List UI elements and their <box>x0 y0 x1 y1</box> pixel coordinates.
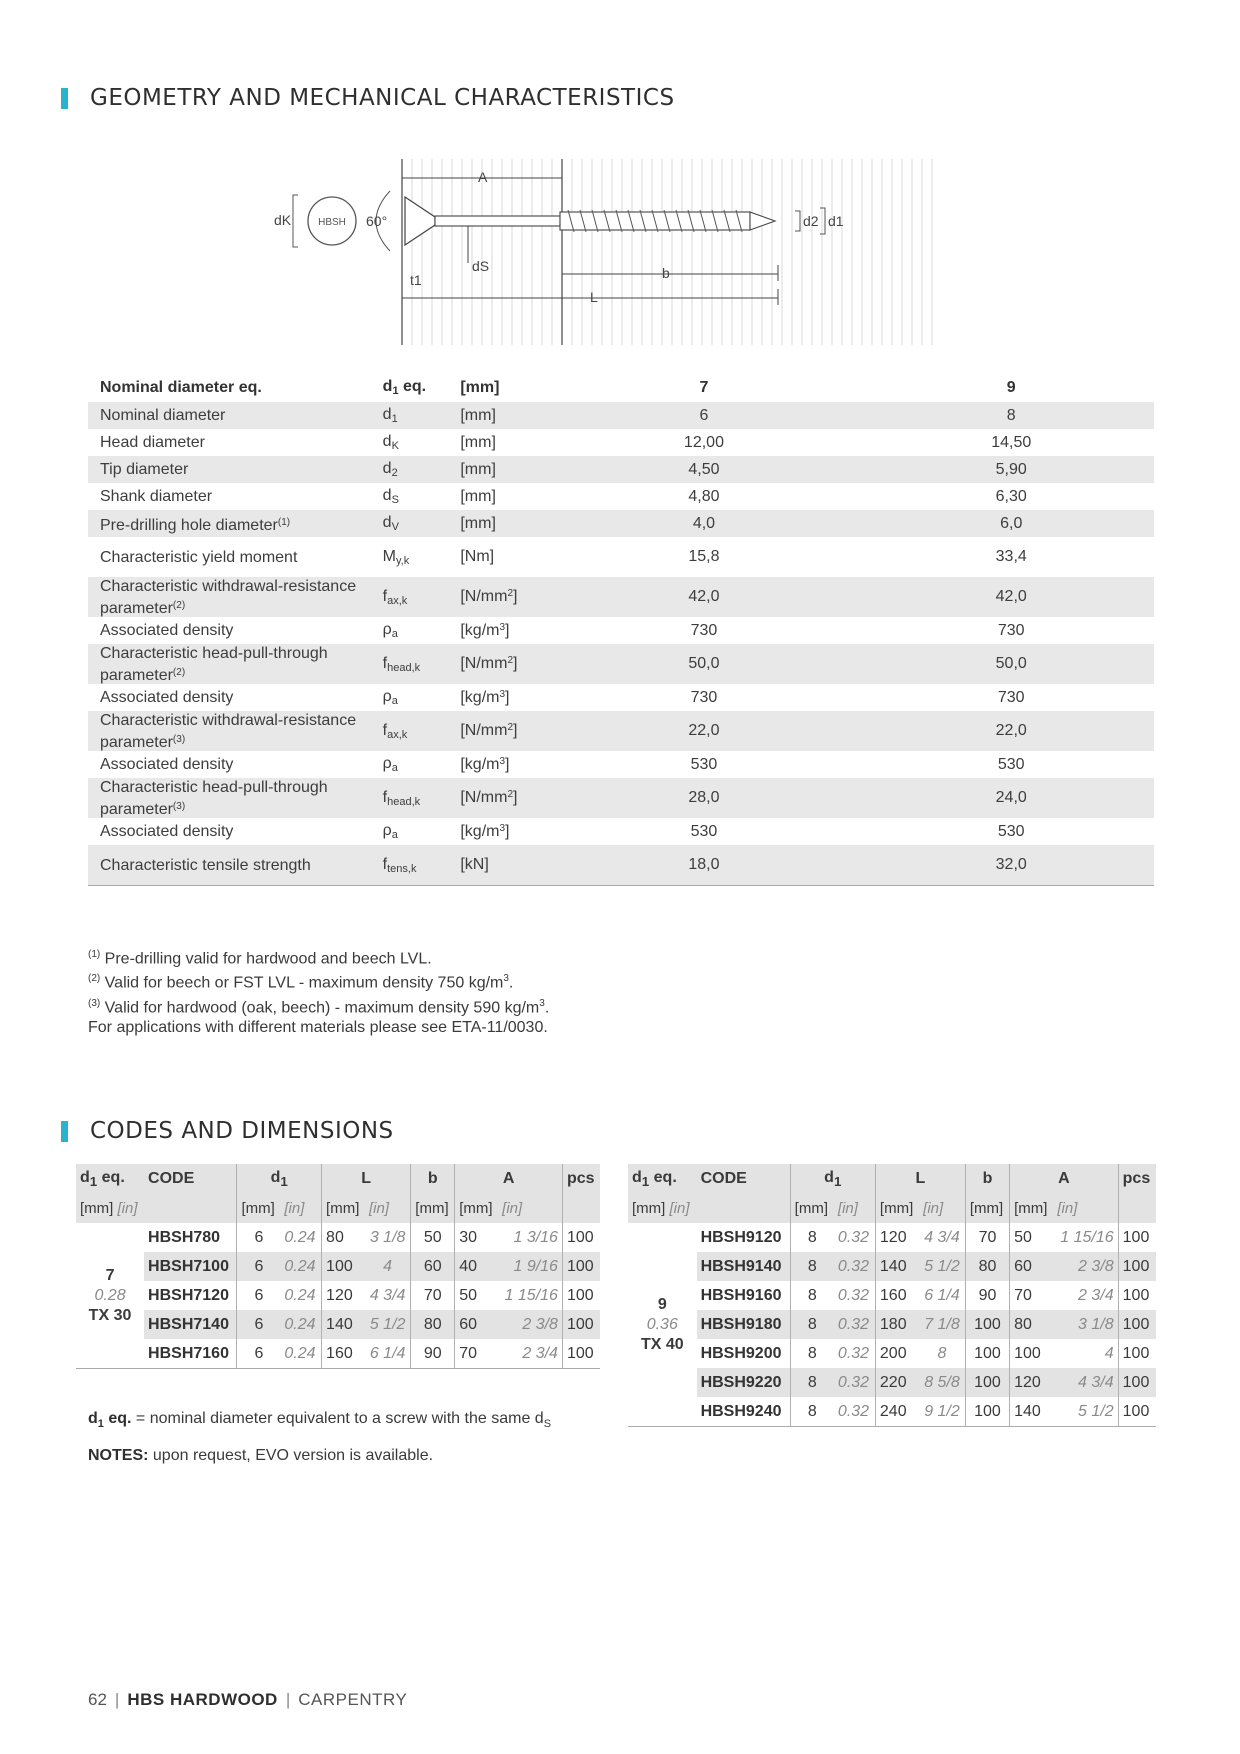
b-mm: 70 <box>965 1223 1009 1252</box>
label-a: A <box>478 169 488 185</box>
d1-mm: 8 <box>790 1223 834 1252</box>
b-mm: 100 <box>965 1397 1009 1427</box>
mech-row <box>88 510 1154 537</box>
mech-row-unit: [mm] <box>460 433 496 451</box>
table-row <box>628 1281 1156 1310</box>
mech-header-row <box>88 373 1154 402</box>
label-d1: d1 <box>828 213 844 229</box>
l-in: 7 1/8 <box>924 1315 960 1333</box>
l-in: 9 1/2 <box>919 1397 965 1427</box>
d1-in: 0.24 <box>284 1257 316 1275</box>
table-row <box>628 1223 1156 1252</box>
mech-row <box>88 577 1154 617</box>
mech-row-name: Characteristic withdrawal-resistance parameter$^{(2)}$ <box>100 577 357 617</box>
pcs: 100 <box>562 1252 600 1281</box>
l-mm: 240 <box>875 1397 919 1427</box>
mech-row <box>88 711 1154 751</box>
l-mm: 140 <box>322 1310 365 1339</box>
b-mm: 70 <box>411 1281 455 1310</box>
section-title-text: GEOMETRY AND MECHANICAL CHARACTERISTICS <box>90 85 675 111</box>
col-b: b <box>411 1164 455 1194</box>
d1eq-note: $d_1$ eq. = nominal diameter equivalent to a screw with the same $d_S$ <box>88 1410 552 1431</box>
table-row <box>76 1223 600 1252</box>
l-mm: 180 <box>875 1310 919 1339</box>
head-brand-text: HBSH <box>318 217 346 228</box>
mech-row-name: Tip diameter <box>100 461 189 478</box>
mech-row-v2: 730 <box>997 688 1025 706</box>
mech-row-unit: [mm] <box>460 514 496 532</box>
mech-row-unit: [kN] <box>460 856 489 873</box>
col-d1eq: $d_1$ eq. <box>80 1168 125 1190</box>
mech-row-unit: $[N/mm^2]$ <box>460 655 518 672</box>
mech-row-symbol: $\rho_a$ <box>382 621 398 640</box>
code-cell: HBSH9240 <box>697 1397 791 1427</box>
col-a: A <box>455 1164 563 1194</box>
mech-row-v1: 530 <box>690 822 718 840</box>
mech-row-name: Associated density <box>100 622 234 639</box>
l-in: 8 5/8 <box>924 1373 960 1391</box>
table-row <box>628 1252 1156 1281</box>
mech-header-symbol: $d_1$ eq. <box>382 378 427 397</box>
mech-row-unit: [mm] <box>460 406 496 424</box>
mech-row-v1: 4,80 <box>688 487 720 505</box>
mech-header-name: Nominal diameter eq. <box>100 379 262 396</box>
mech-row-v1: 42,0 <box>688 588 720 605</box>
code-cell: HBSH7100 <box>148 1257 229 1275</box>
l-in: 5 1/2 <box>924 1257 960 1275</box>
mech-row-unit: [mm] <box>460 487 496 505</box>
mech-row-v2: 5,90 <box>995 460 1027 478</box>
section-title-geometry <box>61 85 675 111</box>
footnote: $^{(1)}$ Pre-drilling valid for hardwood and beech LVL. <box>88 949 432 968</box>
footnote: For applications with different materials please see ETA-11/0030. <box>88 1018 548 1036</box>
pcs: 100 <box>562 1310 600 1339</box>
mech-row-symbol: $d_V$ <box>382 514 399 533</box>
mech-row <box>88 402 1154 429</box>
d1-in: 0.32 <box>837 1344 870 1362</box>
mech-row-v2: 530 <box>997 822 1025 840</box>
table-row <box>76 1281 600 1310</box>
pcs: 100 <box>1118 1252 1156 1281</box>
d1-mm: 8 <box>790 1368 834 1397</box>
mech-row <box>88 644 1154 684</box>
screw-diagram <box>274 155 950 355</box>
d1-in: 0.32 <box>837 1315 870 1333</box>
mech-row-name: Pre-drilling hole diameter$^{(1)}$ <box>100 516 291 534</box>
footnotes <box>88 945 549 1038</box>
mech-row <box>88 751 1154 778</box>
mech-row <box>88 684 1154 711</box>
mech-row-name: Characteristic head-pull-through parameter$^{(2)}$ <box>100 644 328 684</box>
mech-row-name: Associated density <box>100 756 234 773</box>
mech-row-symbol: $d_S$ <box>382 487 399 506</box>
codes-header-row <box>628 1164 1156 1194</box>
mech-row-v2: 730 <box>997 621 1025 639</box>
b-mm: 80 <box>965 1252 1009 1281</box>
mech-row-unit: $[N/mm^2]$ <box>460 588 518 605</box>
mech-row-symbol: $M_{y,k}$ <box>382 547 410 567</box>
mech-row-name: Nominal diameter <box>100 407 226 424</box>
b-mm: 80 <box>411 1310 455 1339</box>
col-d1: $d_1$ <box>790 1164 875 1194</box>
l-in: 4 3/4 <box>924 1228 960 1246</box>
code-cell: HBSH7160 <box>144 1339 237 1369</box>
b-mm: 90 <box>411 1339 455 1369</box>
mech-row <box>88 456 1154 483</box>
notes <box>88 1410 551 1482</box>
d1-in: 0.32 <box>834 1397 875 1427</box>
b-mm: 100 <box>965 1339 1009 1368</box>
mech-row-symbol: $\rho_a$ <box>382 822 398 841</box>
mech-row-v2: 530 <box>997 755 1025 773</box>
col-code: CODE <box>700 1170 747 1187</box>
l-mm: 140 <box>875 1252 919 1281</box>
page-number: 62 <box>88 1690 107 1709</box>
mech-row <box>88 483 1154 510</box>
mech-row-name: Characteristic tensile strength <box>100 856 311 874</box>
b-mm: 50 <box>411 1223 455 1252</box>
mech-row-v1: 730 <box>690 688 718 706</box>
label-t1: t1 <box>410 272 422 288</box>
section-accent-bar <box>61 1121 68 1142</box>
a-in: 1 15/16 <box>504 1286 558 1304</box>
pcs: 100 <box>1118 1310 1156 1339</box>
pcs: 100 <box>1118 1223 1156 1252</box>
l-mm: 120 <box>322 1281 365 1310</box>
table-row <box>628 1310 1156 1339</box>
mech-row-v1: 530 <box>690 755 718 773</box>
d1-in: 0.32 <box>837 1228 870 1246</box>
code-cell: HBSH9180 <box>700 1315 782 1333</box>
col-pcs: pcs <box>1118 1164 1156 1194</box>
codes-units-row: [mm] [in] [mm] [in] [mm] [in] [mm] [mm] [in] <box>628 1194 1156 1223</box>
mech-row-name: Characteristic yield moment <box>100 548 298 566</box>
mech-row-symbol: $f_{ax,k}$ <box>382 721 408 741</box>
screw-shank <box>435 216 560 226</box>
pcs: 100 <box>1118 1339 1156 1368</box>
b-mm: 60 <box>411 1252 455 1281</box>
mech-row-v1: 4,50 <box>688 460 720 478</box>
section-title-codes <box>61 1118 394 1144</box>
mech-row-v2: 14,50 <box>991 433 1032 451</box>
screw-head <box>405 197 435 245</box>
col-l: L <box>322 1164 411 1194</box>
mech-row-unit: $[kg/m^3]$ <box>460 688 510 706</box>
codes-header-row <box>76 1164 600 1194</box>
pcs: 100 <box>562 1339 600 1369</box>
mech-header-v2: 9 <box>1006 378 1016 396</box>
footer-section: CARPENTRY <box>298 1690 408 1709</box>
mech-row-v2: 6,0 <box>1000 514 1023 532</box>
footnote: $^{(2)}$ Valid for beech or FST LVL - maximum density 750 $kg/m^3$. <box>88 973 514 992</box>
mech-row <box>88 778 1154 818</box>
pcs: 100 <box>1118 1397 1156 1427</box>
section-accent-bar <box>61 88 68 109</box>
a-in: 2 3/8 <box>1078 1257 1114 1275</box>
mech-row-unit: $[N/mm^2]$ <box>460 722 518 739</box>
mech-row-v1: 12,00 <box>683 433 724 451</box>
mech-row-v2: 6,30 <box>995 487 1027 505</box>
label-l: L <box>590 289 598 305</box>
mech-row <box>88 617 1154 644</box>
pcs: 100 <box>562 1281 600 1310</box>
pcs: 100 <box>1118 1368 1156 1397</box>
size-group: 7 0.28 TX 30 <box>76 1223 144 1369</box>
a-in: 2 3/4 <box>1078 1286 1114 1304</box>
code-cell: HBSH780 <box>148 1228 221 1246</box>
mech-row-symbol: $f_{tens,k}$ <box>382 855 417 875</box>
a-in: 2 3/4 <box>498 1339 562 1369</box>
a-in: 4 <box>1104 1344 1114 1362</box>
mech-row-v2: 32,0 <box>995 856 1027 873</box>
l-mm: 80 <box>322 1223 365 1252</box>
mech-row-name: Associated density <box>100 689 234 706</box>
mech-row-symbol: $\rho_a$ <box>382 755 398 774</box>
d1-mm: 8 <box>790 1281 834 1310</box>
a-mm: 50 <box>1010 1223 1054 1252</box>
col-d1: $d_1$ <box>237 1164 322 1194</box>
mech-row-symbol: $\rho_a$ <box>382 688 398 707</box>
a-mm: 40 <box>455 1252 498 1281</box>
page-footer: 62 | HBS HARDWOOD | CARPENTRY <box>88 1690 408 1709</box>
d1-in: 0.32 <box>837 1257 870 1275</box>
mech-row-v2: 8 <box>1006 406 1016 424</box>
a-mm: 70 <box>1010 1281 1054 1310</box>
b-mm: 90 <box>965 1281 1009 1310</box>
col-code: CODE <box>148 1170 195 1187</box>
a-mm: 80 <box>1010 1310 1054 1339</box>
codes-units-row: [mm] [in] [mm] [in] [mm] [in] [mm] [mm] [in] <box>76 1194 600 1223</box>
mech-row-v1: 22,0 <box>688 722 720 739</box>
d1-mm: 8 <box>790 1252 834 1281</box>
size-group: 9 0.36 TX 40 <box>628 1223 697 1427</box>
mech-header-v1: 7 <box>699 378 709 396</box>
mech-row-symbol: $f_{head,k}$ <box>382 654 421 674</box>
section-title-text: CODES AND DIMENSIONS <box>90 1118 394 1144</box>
table-row <box>76 1339 600 1369</box>
b-mm: 100 <box>965 1368 1009 1397</box>
l-in: 5 1/2 <box>369 1315 406 1333</box>
l-in: 8 <box>937 1344 947 1362</box>
a-mm: 70 <box>455 1339 498 1369</box>
a-in: 3 1/8 <box>1078 1315 1114 1333</box>
table-row <box>628 1368 1156 1397</box>
mech-row-symbol: $d_1$ <box>382 406 398 425</box>
d1-in: 0.24 <box>284 1286 316 1304</box>
mech-row-unit: [Nm] <box>460 548 495 565</box>
l-in: 6 1/4 <box>365 1339 411 1369</box>
col-d1eq: $d_1$ eq. <box>632 1168 677 1190</box>
mech-row-v2: 24,0 <box>995 789 1027 806</box>
l-in: 3 1/8 <box>369 1228 406 1246</box>
a-in: 5 1/2 <box>1053 1397 1118 1427</box>
mech-row-v2: 50,0 <box>995 655 1027 672</box>
mech-row-unit: $[N/mm^2]$ <box>460 789 518 806</box>
d1-mm: 6 <box>237 1281 280 1310</box>
table-row <box>628 1397 1156 1427</box>
mech-row-name: Shank diameter <box>100 488 213 505</box>
mech-row-v1: 730 <box>690 621 718 639</box>
col-a: A <box>1010 1164 1119 1194</box>
d1-in: 0.32 <box>837 1373 870 1391</box>
mech-row <box>88 845 1154 885</box>
d1-in: 0.24 <box>280 1339 321 1369</box>
table-row <box>76 1252 600 1281</box>
label-dk: dK <box>274 212 292 228</box>
a-mm: 30 <box>455 1223 498 1252</box>
label-b: b <box>662 265 670 281</box>
d1-mm: 8 <box>790 1310 834 1339</box>
a-in: 4 3/4 <box>1078 1373 1114 1391</box>
a-mm: 60 <box>455 1310 498 1339</box>
d1-mm: 8 <box>790 1397 834 1427</box>
d1-mm: 8 <box>790 1339 834 1368</box>
mech-row-symbol: $d_2$ <box>382 460 398 479</box>
codes-table-9 <box>628 1164 1156 1427</box>
mech-row-unit: $[kg/m^3]$ <box>460 822 510 840</box>
mech-row-unit: $[kg/m^3]$ <box>460 621 510 639</box>
l-mm: 220 <box>875 1368 919 1397</box>
code-cell: HBSH9160 <box>700 1286 782 1304</box>
mech-row-unit: [mm] <box>460 460 496 478</box>
mech-row <box>88 429 1154 456</box>
mech-row-name: Associated density <box>100 823 234 840</box>
code-cell: HBSH9120 <box>700 1228 782 1246</box>
l-mm: 160 <box>875 1281 919 1310</box>
pcs: 100 <box>562 1223 600 1252</box>
label-d2: d2 <box>803 213 819 229</box>
mech-row-v1: 15,8 <box>688 548 720 565</box>
code-cell: HBSH9220 <box>700 1373 782 1391</box>
mech-row-v1: 50,0 <box>688 655 720 672</box>
mech-header-unit: [mm] <box>460 378 500 396</box>
mech-row-symbol: $f_{ax,k}$ <box>382 587 408 607</box>
d1-in: 0.24 <box>284 1315 316 1333</box>
mech-row-v2: 42,0 <box>995 588 1027 605</box>
a-in: 1 15/16 <box>1060 1228 1114 1246</box>
a-in: 1 9/16 <box>513 1257 558 1275</box>
d1-mm: 6 <box>237 1252 280 1281</box>
d1-mm: 6 <box>237 1223 280 1252</box>
a-in: 2 3/8 <box>522 1315 558 1333</box>
a-mm: 50 <box>455 1281 498 1310</box>
unit-mm-in: [mm] [in] <box>632 1200 690 1217</box>
a-mm: 60 <box>1010 1252 1054 1281</box>
code-cell: HBSH7120 <box>148 1286 229 1304</box>
a-mm: 100 <box>1010 1339 1054 1368</box>
evo-note: NOTES: upon request, EVO version is available. <box>88 1447 434 1465</box>
codes-table-7 <box>76 1164 600 1369</box>
col-pcs: pcs <box>562 1164 600 1194</box>
col-b: b <box>965 1164 1009 1194</box>
a-mm: 140 <box>1010 1397 1054 1427</box>
mech-row-symbol: $f_{head,k}$ <box>382 788 421 808</box>
mech-row-name: Characteristic withdrawal-resistance parameter$^{(3)}$ <box>100 711 357 751</box>
footer-brand: HBS HARDWOOD <box>127 1690 278 1709</box>
pcs: 100 <box>1118 1281 1156 1310</box>
mech-row <box>88 818 1154 845</box>
unit-mm-in: [mm] [in] <box>80 1200 138 1217</box>
mech-row-name: Head diameter <box>100 434 205 451</box>
mech-row <box>88 537 1154 577</box>
a-mm: 120 <box>1010 1368 1054 1397</box>
mech-row-v1: 18,0 <box>688 856 720 873</box>
d1-in: 0.24 <box>284 1228 316 1246</box>
table-row <box>628 1339 1156 1368</box>
l-mm: 200 <box>875 1339 919 1368</box>
mech-row-v2: 33,4 <box>995 548 1027 565</box>
label-angle: 60° <box>366 213 388 229</box>
l-mm: 100 <box>322 1252 365 1281</box>
l-in: 6 1/4 <box>924 1286 960 1304</box>
l-mm: 120 <box>875 1223 919 1252</box>
d1-mm: 6 <box>237 1310 280 1339</box>
wood-grain <box>412 159 932 345</box>
mech-row-unit: $[kg/m^3]$ <box>460 755 510 773</box>
mech-row-name: Characteristic head-pull-through parameter$^{(3)}$ <box>100 778 328 818</box>
l-in: 4 3/4 <box>369 1286 406 1304</box>
footnote: $^{(3)}$ Valid for hardwood (oak, beech) - maximum density 590 $kg/m^3$. <box>88 997 550 1016</box>
code-cell: HBSH9140 <box>700 1257 782 1275</box>
label-ds: dS <box>472 258 490 274</box>
mech-row-v1: 6 <box>699 406 709 424</box>
l-mm: 160 <box>322 1339 365 1369</box>
d1-in: 0.32 <box>837 1286 870 1304</box>
mech-row-v2: 22,0 <box>995 722 1027 739</box>
code-cell: HBSH7140 <box>148 1315 229 1333</box>
d1-mm: 6 <box>237 1339 280 1369</box>
mech-row-v1: 4,0 <box>692 514 716 532</box>
table-row <box>76 1310 600 1339</box>
col-l: L <box>875 1164 965 1194</box>
l-in: 4 <box>383 1257 393 1275</box>
a-in: 1 3/16 <box>513 1228 558 1246</box>
mech-row-symbol: $d_K$ <box>382 433 399 452</box>
mechanical-table <box>88 373 1154 886</box>
code-cell: HBSH9200 <box>700 1344 782 1362</box>
b-mm: 100 <box>965 1310 1009 1339</box>
mech-row-v1: 28,0 <box>688 789 720 806</box>
